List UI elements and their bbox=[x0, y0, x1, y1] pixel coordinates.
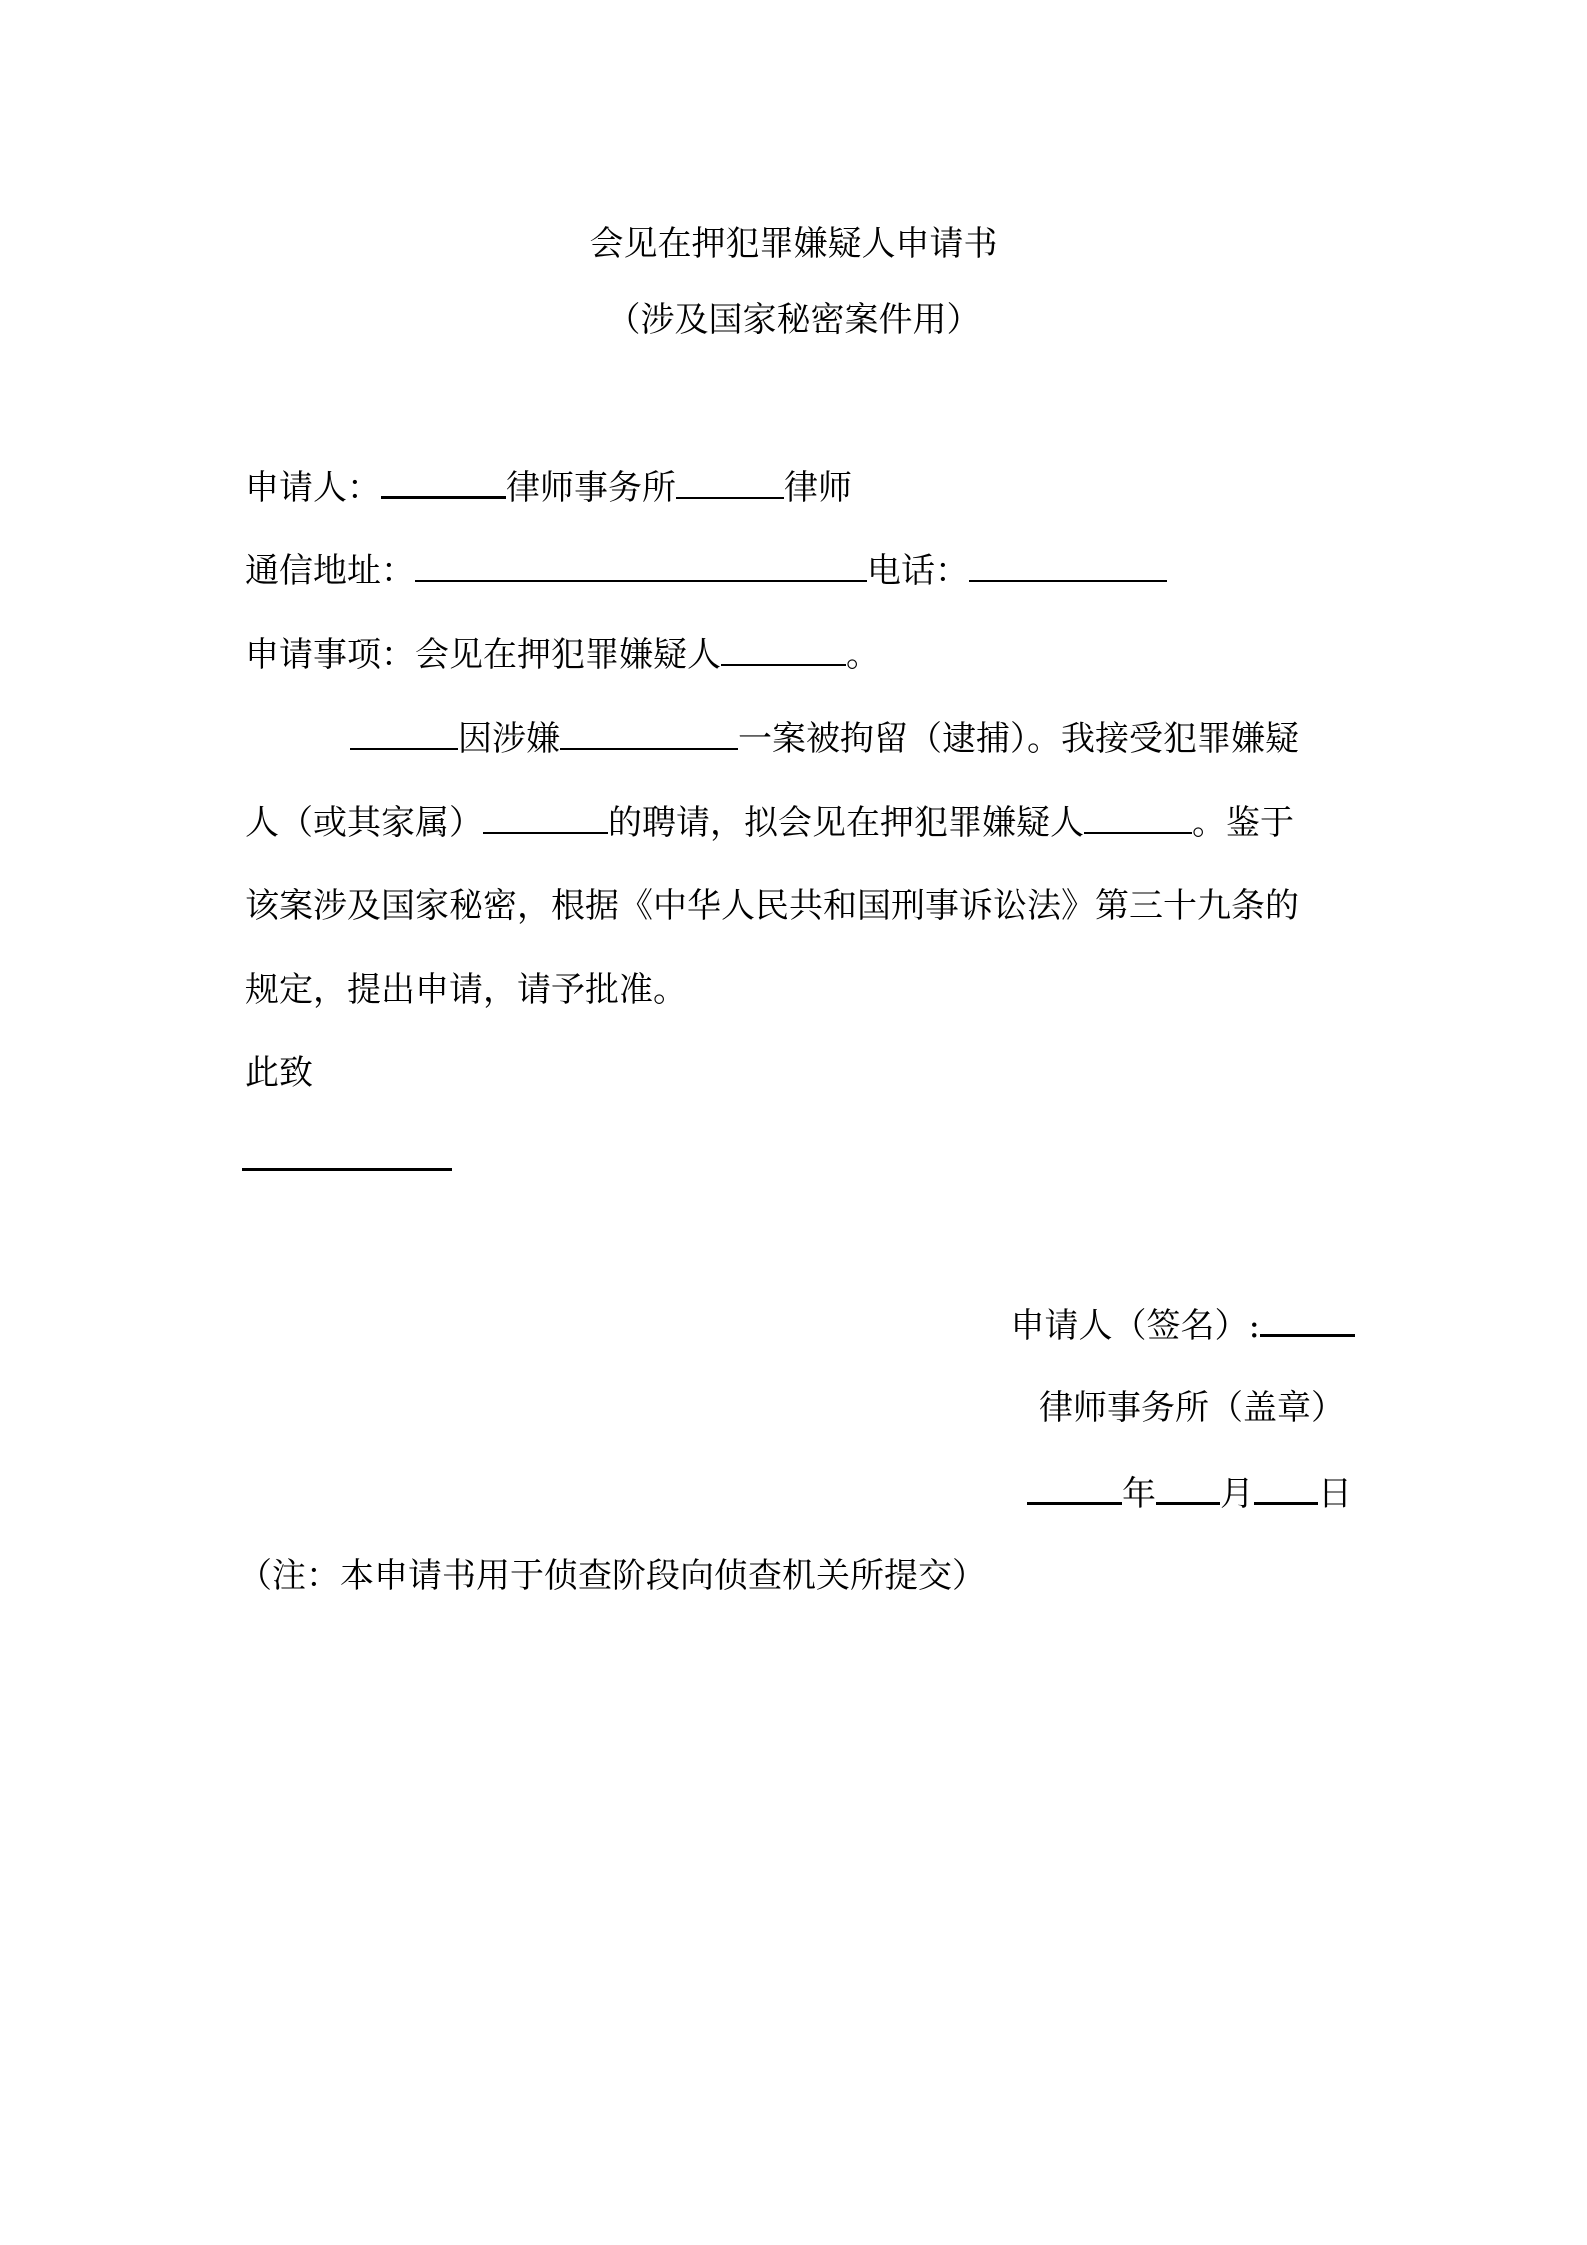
firm-seal: 律师事务所（盖章） bbox=[1039, 1388, 1345, 1428]
applicant-label: 申请人： bbox=[245, 468, 381, 508]
matter-text: 会见在押犯罪嫌疑人 bbox=[415, 635, 721, 675]
charge-field[interactable] bbox=[560, 718, 738, 750]
firm-name-field[interactable] bbox=[381, 466, 506, 499]
closing: 此致 bbox=[245, 1053, 313, 1093]
body-text: 人（或其家属） bbox=[245, 803, 483, 843]
address-line bbox=[245, 550, 1167, 591]
recipient-field[interactable] bbox=[242, 1168, 452, 1171]
suspect-name-field[interactable] bbox=[721, 634, 846, 666]
date-line bbox=[1027, 1472, 1352, 1514]
lawyer-suffix: 律师 bbox=[784, 468, 852, 508]
signature-label: 申请人（签名）: bbox=[1010, 1306, 1260, 1346]
document-subtitle: （涉及国家秘密案件用） bbox=[606, 300, 981, 340]
body-line-3: 该案涉及国家秘密，根据《中华人民共和国刑事诉讼法》第三十九条的 bbox=[245, 886, 1299, 926]
month-label: 月 bbox=[1220, 1474, 1254, 1514]
matter-end: 。 bbox=[846, 635, 880, 675]
address-label: 通信地址： bbox=[245, 551, 415, 591]
body-line-4: 规定，提出申请，请予批准。 bbox=[245, 970, 687, 1010]
month-field[interactable] bbox=[1156, 1472, 1220, 1505]
suspect-field[interactable] bbox=[350, 718, 458, 750]
body-line-1 bbox=[245, 718, 1299, 759]
body-text: 因涉嫌 bbox=[458, 719, 560, 759]
document-title: 会见在押犯罪嫌疑人申请书 bbox=[589, 224, 998, 264]
matter-line bbox=[245, 634, 880, 675]
body-text: 的聘请，拟会见在押犯罪嫌疑人 bbox=[608, 803, 1084, 843]
address-field[interactable] bbox=[415, 550, 867, 582]
day-label: 日 bbox=[1318, 1474, 1352, 1514]
year-field[interactable] bbox=[1027, 1472, 1122, 1505]
signature-field[interactable] bbox=[1260, 1304, 1355, 1337]
applicant-line bbox=[245, 466, 852, 508]
footnote: （注：本申请书用于侦查阶段向侦查机关所提交） bbox=[238, 1556, 986, 1596]
day-field[interactable] bbox=[1254, 1472, 1318, 1505]
year-label: 年 bbox=[1122, 1474, 1156, 1514]
matter-label: 申请事项： bbox=[245, 635, 415, 675]
client-field[interactable] bbox=[483, 802, 608, 834]
phone-label: 电话： bbox=[867, 551, 969, 591]
firm-suffix: 律师事务所 bbox=[506, 468, 676, 508]
body-text: 一案被拘留（逮捕）。我接受犯罪嫌疑 bbox=[738, 719, 1299, 759]
body-line-2 bbox=[245, 802, 1294, 843]
signature-line bbox=[1011, 1304, 1355, 1346]
body-text: 。鉴于 bbox=[1192, 803, 1294, 843]
suspect-name-field-2[interactable] bbox=[1084, 802, 1192, 834]
phone-field[interactable] bbox=[969, 550, 1167, 582]
lawyer-name-field[interactable] bbox=[676, 467, 784, 499]
